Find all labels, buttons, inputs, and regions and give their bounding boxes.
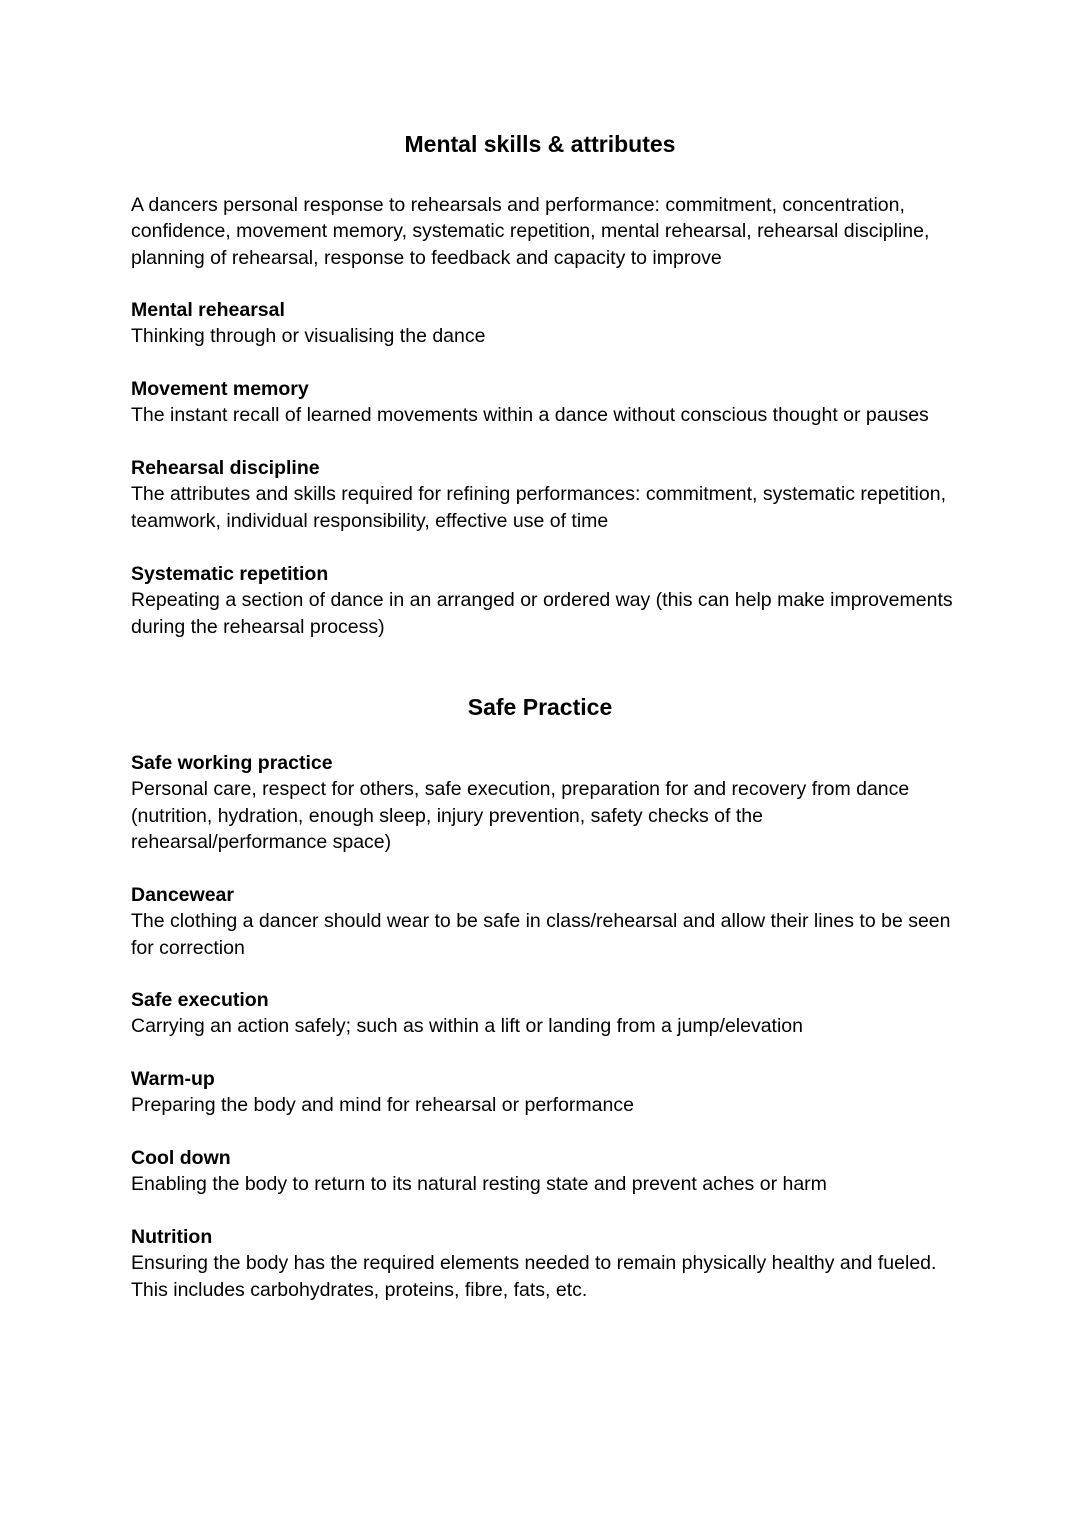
mental-skills-intro: A dancers personal response to rehearsals and performance: commitment, concentration, confidence, movement memory, systematic repetition, mental rehearsal, rehearsal discipline, planning of rehearsal, response to feedback and capacity to improve (131, 194, 930, 269)
term-entry-rehearsal-discipline (131, 455, 961, 534)
term-entry-cool-down (131, 1145, 961, 1198)
term-entry-systematic-repetition (131, 561, 961, 640)
term-entry-safe-execution (131, 987, 961, 1040)
term-title: Warm-up (131, 1068, 215, 1090)
term-definition: Ensuring the body has the required elements needed to remain physically healthy and fueled. This includes carbohydrates, proteins, fibre, fats, etc. (131, 1252, 937, 1301)
term-title: Mental rehearsal (131, 299, 285, 321)
term-definition: Repeating a section of dance in an arranged or ordered way (this can help make improvements during the rehearsal process) (131, 589, 953, 638)
mental-skills-heading: Mental skills & attributes (404, 131, 676, 157)
term-entry-nutrition (131, 1224, 961, 1303)
term-entry-warm-up (131, 1066, 961, 1119)
term-title: Movement memory (131, 378, 309, 400)
term-title: Safe execution (131, 989, 269, 1011)
term-entry-dancewear (131, 882, 961, 961)
term-title: Rehearsal discipline (131, 457, 320, 479)
term-entry-safe-working-practice (131, 750, 961, 855)
term-title: Cool down (131, 1147, 231, 1169)
term-entry-mental-rehearsal (131, 297, 961, 350)
term-title: Safe working practice (131, 752, 333, 774)
term-definition: Carrying an action safely; such as within a lift or landing from a jump/elevation (131, 1015, 803, 1038)
term-definition: Personal care, respect for others, safe execution, preparation for and recovery from dance (nutrition, hydration, enough sleep, injury prevention, safety checks of the rehearsal/performance space) (131, 778, 910, 853)
safe-practice-heading: Safe Practice (467, 694, 613, 720)
term-title: Systematic repetition (131, 563, 329, 585)
term-definition: The attributes and skills required for refining performances: commitment, systematic repetition, teamwork, individual responsibility, effective use of time (131, 483, 947, 532)
term-title: Dancewear (131, 884, 234, 906)
term-definition: Preparing the body and mind for rehearsal or performance (131, 1094, 634, 1117)
term-title: Nutrition (131, 1226, 213, 1248)
term-definition: The instant recall of learned movements within a dance without conscious thought or pauses (131, 404, 929, 427)
term-entry-movement-memory (131, 376, 961, 429)
term-definition: Thinking through or visualising the dance (131, 325, 486, 348)
term-definition: Enabling the body to return to its natural resting state and prevent aches or harm (131, 1173, 827, 1196)
term-definition: The clothing a dancer should wear to be safe in class/rehearsal and allow their lines to be seen for correction (131, 910, 951, 959)
